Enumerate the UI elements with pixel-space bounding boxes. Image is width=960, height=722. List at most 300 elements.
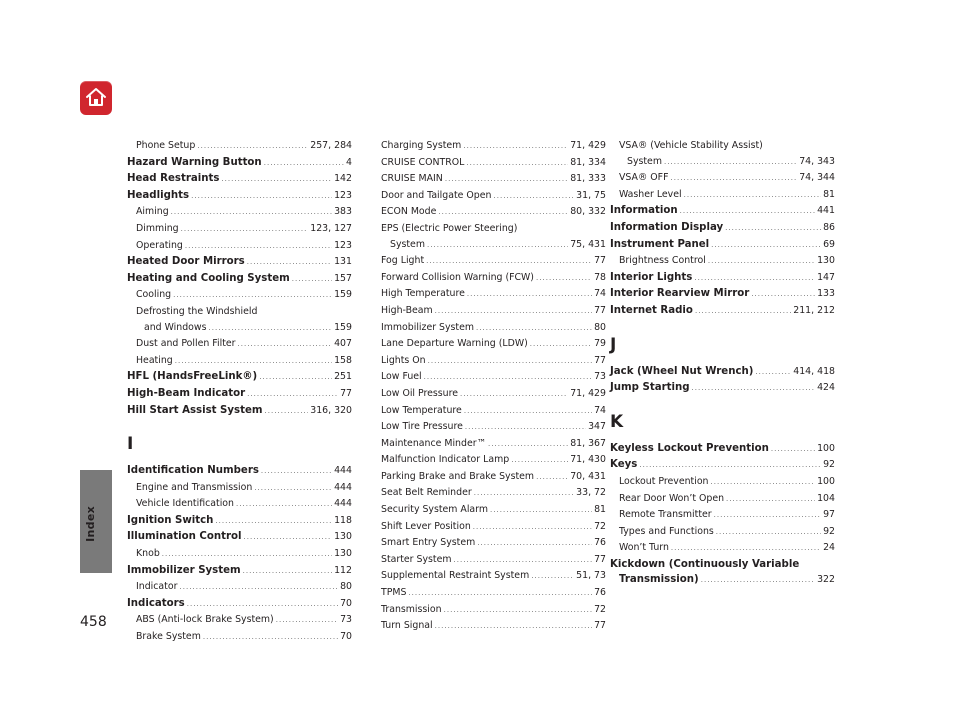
- page-reference[interactable]: 71, 429: [570, 387, 606, 399]
- index-term: Immobilizer System: [381, 321, 475, 333]
- index-term: Cooling: [136, 289, 172, 301]
- index-term-continued: Defrosting the Windshield: [136, 305, 258, 317]
- index-term: Illumination Control: [127, 531, 242, 543]
- dot-leader: [466, 155, 568, 172]
- index-entry[interactable]: [127, 204, 352, 221]
- dot-leader: [714, 507, 821, 524]
- page-reference[interactable]: 322: [817, 574, 835, 586]
- index-entry[interactable]: [127, 596, 352, 613]
- index-entry[interactable]: [381, 270, 606, 287]
- page-number: 458: [80, 614, 107, 630]
- index-entry[interactable]: [127, 353, 352, 370]
- page-reference[interactable]: 71, 429: [570, 140, 606, 151]
- index-term: Charging System: [381, 140, 462, 151]
- dot-leader: [197, 138, 308, 155]
- index-term: Lockout Prevention: [619, 475, 709, 487]
- page-reference[interactable]: 424: [817, 382, 835, 394]
- page-reference[interactable]: 251: [334, 371, 352, 383]
- index-term: ABS (Anti-lock Brake System): [136, 614, 274, 626]
- index-entry[interactable]: [610, 187, 835, 204]
- page-reference[interactable]: 142: [334, 173, 352, 185]
- page-reference[interactable]: 159: [334, 321, 352, 333]
- page-reference[interactable]: 77: [594, 304, 606, 316]
- index-entry[interactable]: [610, 441, 835, 458]
- page-reference[interactable]: 72: [594, 603, 606, 615]
- index-entry[interactable]: [610, 540, 835, 557]
- index-entry[interactable]: [127, 221, 352, 238]
- index-term: Low Temperature: [381, 404, 462, 416]
- index-column-2: [381, 138, 606, 635]
- dot-leader: [771, 441, 815, 458]
- index-term: Shift Lever Position: [381, 520, 471, 532]
- index-term: Immobilizer System: [127, 564, 241, 576]
- index-entry[interactable]: [610, 270, 835, 287]
- index-entry[interactable]: [381, 452, 606, 469]
- page-reference[interactable]: 444: [334, 498, 352, 510]
- index-entry[interactable]: [610, 220, 835, 237]
- index-side-tab[interactable]: [80, 470, 112, 573]
- dot-leader: [531, 568, 574, 585]
- index-entry[interactable]: [381, 469, 606, 486]
- page-reference[interactable]: 74, 344: [799, 172, 835, 184]
- dot-leader: [684, 187, 821, 204]
- index-entry[interactable]: [381, 618, 606, 635]
- dot-leader: [187, 596, 338, 613]
- page-reference[interactable]: 74, 343: [799, 155, 835, 167]
- page-reference[interactable]: 414, 418: [793, 365, 835, 377]
- dot-leader: [181, 221, 309, 238]
- index-column-1: [127, 138, 352, 646]
- dot-leader: [236, 496, 332, 513]
- index-entry[interactable]: [127, 612, 352, 629]
- dot-leader: [477, 535, 592, 552]
- dot-leader: [162, 546, 332, 563]
- page-reference[interactable]: 71, 430: [570, 454, 606, 466]
- page-reference[interactable]: 69: [823, 238, 835, 250]
- index-entry[interactable]: [127, 138, 352, 155]
- section-letter: J: [610, 334, 617, 355]
- index-entry[interactable]: [610, 491, 835, 508]
- index-term: Turn Signal: [381, 620, 433, 632]
- page-reference[interactable]: 77: [594, 354, 606, 366]
- index-entry[interactable]: [610, 286, 835, 303]
- page-reference[interactable]: 86: [823, 221, 835, 233]
- dot-leader: [185, 238, 332, 255]
- dot-leader: [711, 474, 816, 491]
- dot-leader: [465, 419, 586, 436]
- page-reference[interactable]: 158: [334, 354, 352, 366]
- page-reference[interactable]: 4: [346, 156, 352, 168]
- page-reference[interactable]: 123: [334, 189, 352, 201]
- index-entry[interactable]: [381, 585, 606, 602]
- page-reference[interactable]: 123, 127: [310, 222, 352, 234]
- page-reference[interactable]: 77: [594, 255, 606, 267]
- index-term: Transmission): [619, 574, 699, 586]
- dot-leader: [191, 188, 332, 205]
- index-term: Fog Light: [381, 255, 425, 267]
- index-entry[interactable]: [381, 171, 606, 188]
- dot-leader: [264, 155, 344, 172]
- dot-leader: [536, 469, 568, 486]
- dot-leader: [476, 320, 592, 337]
- dot-leader: [664, 154, 797, 171]
- dot-leader: [435, 618, 592, 635]
- index-entry[interactable]: [381, 286, 606, 303]
- index-entry[interactable]: [381, 535, 606, 552]
- index-term: Interior Lights: [610, 271, 693, 283]
- index-term: Ignition Switch: [127, 514, 214, 526]
- index-entry[interactable]: [381, 502, 606, 519]
- index-term: Security System Alarm: [381, 504, 489, 516]
- page-reference[interactable]: 130: [334, 548, 352, 560]
- index-term: System: [627, 155, 662, 167]
- dot-leader: [708, 253, 815, 270]
- index-entry[interactable]: [127, 386, 352, 403]
- index-term: and Windows: [144, 321, 207, 333]
- page-reference[interactable]: 70: [340, 597, 352, 609]
- index-entry[interactable]: [381, 552, 606, 569]
- dot-leader: [426, 253, 592, 270]
- index-entry[interactable]: [127, 529, 352, 546]
- index-term: Keys: [610, 459, 638, 471]
- page-reference[interactable]: 80, 332: [570, 206, 606, 218]
- dot-leader: [453, 552, 592, 569]
- index-entry[interactable]: [381, 386, 606, 403]
- dot-leader: [711, 237, 821, 254]
- index-term: Low Fuel: [381, 371, 422, 383]
- page-reference[interactable]: 383: [334, 206, 352, 218]
- page-reference[interactable]: 130: [334, 531, 352, 543]
- page-reference[interactable]: 92: [823, 525, 835, 537]
- page-reference[interactable]: 79: [594, 338, 606, 350]
- page-reference[interactable]: 130: [817, 255, 835, 267]
- dot-leader: [680, 203, 815, 220]
- index-term: CRUISE CONTROL: [381, 156, 465, 168]
- dot-leader: [259, 369, 332, 386]
- index-entry[interactable]: [381, 353, 606, 370]
- dot-leader: [751, 286, 815, 303]
- index-entry[interactable]: [127, 496, 352, 513]
- dot-leader: [530, 336, 592, 353]
- index-term: Malfunction Indicator Lamp: [381, 454, 510, 466]
- dot-leader: [427, 237, 568, 254]
- index-term: Door and Tailgate Open: [381, 189, 492, 201]
- index-term: Engine and Transmission: [136, 481, 253, 493]
- dot-leader: [292, 271, 332, 288]
- index-term: Head Restraints: [127, 173, 220, 185]
- home-button[interactable]: [80, 81, 112, 115]
- index-entry[interactable]: [610, 364, 835, 381]
- dot-leader: [221, 171, 332, 188]
- page-reference[interactable]: 444: [334, 465, 352, 477]
- index-term: Maintenance Minder™: [381, 437, 486, 449]
- index-term: Aiming: [136, 206, 169, 218]
- page-reference[interactable]: 112: [334, 564, 352, 576]
- index-term: Won’t Turn: [619, 542, 669, 554]
- index-term: Forward Collision Warning (FCW): [381, 271, 534, 283]
- index-entry[interactable]: [381, 403, 606, 420]
- page-reference[interactable]: 257, 284: [310, 140, 352, 151]
- index-entry[interactable]: [381, 237, 606, 254]
- dot-leader: [424, 369, 592, 386]
- index-entry[interactable]: [127, 336, 352, 353]
- index-entry[interactable]: [127, 513, 352, 530]
- index-term: Keyless Lockout Prevention: [610, 442, 769, 454]
- index-entry[interactable]: [610, 524, 835, 541]
- page-reference[interactable]: 72: [594, 520, 606, 532]
- index-term: Information Display: [610, 221, 724, 233]
- index-entry[interactable]: [610, 380, 835, 397]
- index-term: Washer Level: [619, 188, 682, 200]
- index-entry[interactable]: [381, 188, 606, 205]
- page-reference[interactable]: 159: [334, 289, 352, 301]
- index-term: Brightness Control: [619, 255, 706, 267]
- page-reference[interactable]: 81: [823, 188, 835, 200]
- index-entry[interactable]: [127, 546, 352, 563]
- dot-leader: [435, 303, 592, 320]
- index-term: Parking Brake and Brake System: [381, 470, 535, 482]
- index-entry[interactable]: [381, 519, 606, 536]
- index-entry[interactable]: [127, 463, 352, 480]
- index-term: Seat Belt Reminder: [381, 487, 472, 499]
- index-entry[interactable]: [610, 303, 835, 320]
- index-entry[interactable]: [381, 419, 606, 436]
- side-tab-label: Index: [84, 506, 97, 542]
- page-reference[interactable]: 76: [594, 537, 606, 549]
- index-term: Transmission: [381, 603, 442, 615]
- index-entry[interactable]: [127, 155, 352, 172]
- index-term: Information: [610, 205, 678, 217]
- dot-leader: [238, 336, 333, 353]
- dot-leader: [444, 602, 593, 619]
- index-entry[interactable]: [127, 254, 352, 271]
- page-reference[interactable]: 118: [334, 514, 352, 526]
- dot-leader: [438, 204, 568, 221]
- index-term: Heated Door Mirrors: [127, 256, 245, 268]
- page-reference[interactable]: 78: [594, 271, 606, 283]
- index-entry[interactable]: [381, 568, 606, 585]
- page-reference[interactable]: 97: [823, 509, 835, 521]
- index-entry[interactable]: [381, 485, 606, 502]
- page-reference[interactable]: 133: [817, 288, 835, 300]
- index-term-continued: EPS (Electric Power Steering): [381, 222, 518, 234]
- index-entry[interactable]: [127, 287, 352, 304]
- dot-leader: [755, 364, 791, 381]
- index-entry[interactable]: [381, 155, 606, 172]
- index-entry[interactable]: [381, 369, 606, 386]
- index-term: Jack (Wheel Nut Wrench): [610, 365, 754, 377]
- index-entry[interactable]: [381, 320, 606, 337]
- index-entry[interactable]: [381, 138, 606, 155]
- dot-leader: [639, 457, 821, 474]
- page-reference[interactable]: 104: [817, 492, 835, 504]
- page-reference[interactable]: 100: [817, 442, 835, 454]
- page-reference[interactable]: 123: [334, 239, 352, 251]
- page-reference[interactable]: 73: [340, 614, 352, 626]
- index-term: Knob: [136, 548, 160, 560]
- index-entry[interactable]: [127, 403, 352, 420]
- page-reference[interactable]: 131: [334, 256, 352, 268]
- index-term: Types and Functions: [619, 525, 714, 537]
- index-entry[interactable]: [127, 369, 352, 386]
- page-reference[interactable]: 74: [594, 404, 606, 416]
- index-term-continued: VSA® (Vehicle Stability Assist): [619, 140, 763, 151]
- dot-leader: [694, 270, 815, 287]
- dot-leader: [474, 485, 574, 502]
- dot-leader: [408, 585, 592, 602]
- index-term-continued: Kickdown (Continuously Variable: [610, 558, 800, 570]
- page-reference[interactable]: 80: [594, 321, 606, 333]
- index-entry[interactable]: [381, 336, 606, 353]
- index-term: Heating: [136, 354, 173, 366]
- index-term: Hill Start Assist System: [127, 404, 263, 416]
- index-entry[interactable]: [127, 629, 352, 646]
- index-entry[interactable]: [610, 572, 835, 589]
- page-reference[interactable]: 70, 431: [570, 470, 606, 482]
- page-reference[interactable]: 444: [334, 481, 352, 493]
- index-term: High-Beam: [381, 304, 433, 316]
- index-term: Internet Radio: [610, 304, 693, 316]
- page-reference[interactable]: 147: [817, 271, 835, 283]
- dot-leader: [473, 519, 592, 536]
- index-term: Identification Numbers: [127, 465, 259, 477]
- index-column-3: [610, 138, 835, 589]
- index-entry[interactable]: [610, 154, 835, 171]
- page-reference[interactable]: 31, 75: [576, 189, 606, 201]
- index-entry[interactable]: [381, 303, 606, 320]
- index-term: System: [390, 238, 425, 250]
- page-reference[interactable]: 75, 431: [570, 238, 606, 250]
- page-reference[interactable]: 81, 367: [570, 437, 606, 449]
- index-entry[interactable]: [610, 457, 835, 474]
- index-term: Remote Transmitter: [619, 509, 712, 521]
- index-term: Low Tire Pressure: [381, 421, 463, 433]
- index-entry[interactable]: [127, 579, 352, 596]
- page-reference[interactable]: 77: [340, 387, 352, 399]
- home-icon: [85, 86, 107, 108]
- index-term: ECON Mode: [381, 206, 437, 218]
- page-reference[interactable]: 407: [334, 338, 352, 350]
- index-term: Hazard Warning Button: [127, 156, 262, 168]
- index-entry[interactable]: [127, 320, 352, 337]
- dot-leader: [467, 286, 592, 303]
- index-term: Supplemental Restraint System: [381, 570, 530, 582]
- index-entry[interactable]: [381, 204, 606, 221]
- dot-leader: [490, 502, 592, 519]
- page-reference[interactable]: 74: [594, 288, 606, 300]
- dot-leader: [460, 386, 568, 403]
- index-term: Dimming: [136, 222, 179, 234]
- page-reference[interactable]: 51, 73: [576, 570, 606, 582]
- index-term: Starter System: [381, 553, 452, 565]
- dot-leader: [173, 287, 332, 304]
- index-entry[interactable]: [127, 271, 352, 288]
- page-reference[interactable]: 211, 212: [793, 304, 835, 316]
- page-reference[interactable]: 347: [588, 421, 606, 433]
- dot-leader: [695, 303, 791, 320]
- dot-leader: [428, 353, 592, 370]
- page-reference[interactable]: 100: [817, 475, 835, 487]
- page-reference[interactable]: 77: [594, 620, 606, 632]
- dot-leader: [670, 170, 797, 187]
- section-letter: K: [610, 411, 624, 432]
- index-term: Instrument Panel: [610, 238, 710, 250]
- dot-leader: [692, 380, 816, 397]
- index-entry[interactable]: [127, 480, 352, 497]
- page-reference[interactable]: 316, 320: [310, 404, 352, 416]
- page-reference[interactable]: 77: [594, 553, 606, 565]
- index-term: Low Oil Pressure: [381, 387, 459, 399]
- dot-leader: [464, 403, 592, 420]
- index-term: TPMS: [381, 587, 407, 599]
- dot-leader: [247, 254, 332, 271]
- page-reference[interactable]: 33, 72: [576, 487, 606, 499]
- index-entry[interactable]: [381, 436, 606, 453]
- page-reference[interactable]: 441: [817, 205, 835, 217]
- index-term: High-Beam Indicator: [127, 387, 246, 399]
- page-reference[interactable]: 81, 334: [570, 156, 606, 168]
- dot-leader: [493, 188, 574, 205]
- index-entry[interactable]: [610, 253, 835, 270]
- dot-leader: [203, 629, 338, 646]
- index-entry[interactable]: [610, 237, 835, 254]
- dot-leader: [536, 270, 592, 287]
- index-term: Rear Door Won’t Open: [619, 492, 725, 504]
- dot-leader: [511, 452, 568, 469]
- index-entry[interactable]: [610, 170, 835, 187]
- index-entry[interactable]: [610, 507, 835, 524]
- index-entry[interactable]: [381, 253, 606, 270]
- dot-leader: [208, 320, 332, 337]
- index-entry[interactable]: [127, 238, 352, 255]
- index-term: Interior Rearview Mirror: [610, 288, 750, 300]
- page-reference[interactable]: 80: [340, 581, 352, 593]
- page-reference[interactable]: 24: [823, 542, 835, 554]
- index-entry[interactable]: [610, 474, 835, 491]
- index-term: Indicator: [136, 581, 178, 593]
- index-term: Heating and Cooling System: [127, 272, 290, 284]
- index-entry[interactable]: [127, 171, 352, 188]
- dot-leader: [726, 491, 815, 508]
- page-reference[interactable]: 70: [340, 631, 352, 643]
- index-term: CRUISE MAIN: [381, 173, 443, 185]
- index-term: Brake System: [136, 631, 201, 643]
- index-entry[interactable]: [610, 203, 835, 220]
- index-entry[interactable]: [127, 563, 352, 580]
- page-reference[interactable]: 81: [594, 504, 606, 516]
- index-entry[interactable]: [381, 602, 606, 619]
- dot-leader: [261, 463, 332, 480]
- index-entry[interactable]: [127, 188, 352, 205]
- dot-leader: [488, 436, 568, 453]
- index-term: Indicators: [127, 597, 185, 609]
- page-reference[interactable]: 81, 333: [570, 173, 606, 185]
- dot-leader: [175, 353, 332, 370]
- page-reference[interactable]: 92: [823, 459, 835, 471]
- index-term: Vehicle Identification: [136, 498, 234, 510]
- dot-leader: [671, 540, 821, 557]
- index-term: Dust and Pollen Filter: [136, 338, 236, 350]
- dot-leader: [716, 524, 821, 541]
- page-reference[interactable]: 76: [594, 587, 606, 599]
- page-reference[interactable]: 157: [334, 272, 352, 284]
- dot-leader: [463, 138, 568, 155]
- dot-leader: [445, 171, 568, 188]
- index-term: Smart Entry System: [381, 537, 476, 549]
- index-term: VSA® OFF: [619, 172, 669, 184]
- page-reference[interactable]: 73: [594, 371, 606, 383]
- dot-leader: [701, 572, 815, 589]
